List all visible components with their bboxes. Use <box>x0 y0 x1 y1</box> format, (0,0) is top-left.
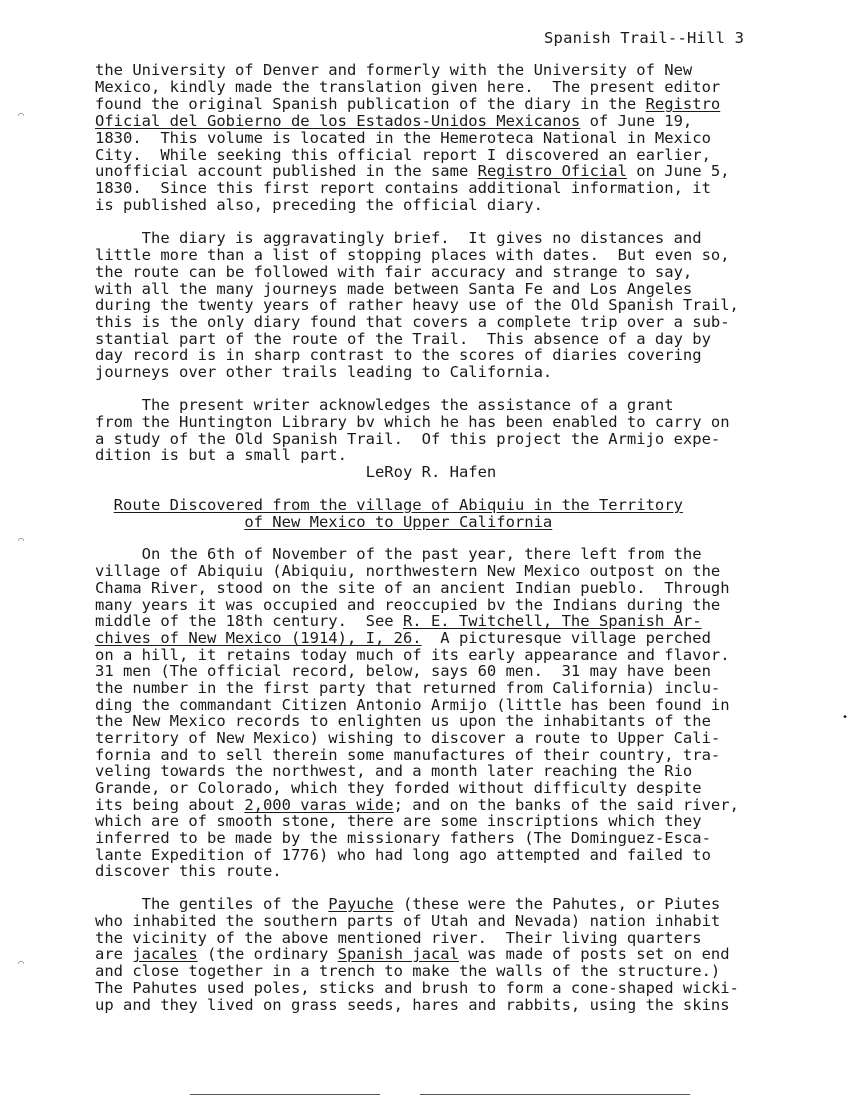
underlined-text: Registro <box>645 95 721 113</box>
text-segment: Grande, or Colorado, which they forded without difficulty despite <box>95 779 702 797</box>
text-line <box>95 763 692 780</box>
text-line <box>95 580 730 597</box>
text-line <box>95 247 730 264</box>
text-line <box>95 414 730 431</box>
text-segment <box>95 513 244 531</box>
text-segment: On the 6th of November of the past year, there left from the <box>95 545 702 563</box>
text-line <box>95 680 720 697</box>
margin-mark: ⌒ <box>18 535 25 546</box>
underlined-text: chives of New Mexico (1914), I, 26. <box>95 629 422 647</box>
text-line <box>95 713 711 730</box>
text-segment: 1830. This volume is located in the Hemeroteca National in Mexico <box>95 129 711 147</box>
text-segment: Chama River, stood on the site of an ancient Indian pueblo. Through <box>95 579 730 597</box>
text-line <box>95 163 730 180</box>
text-segment: on June 5, <box>626 162 730 180</box>
text-segment: the University of Denver and formerly with the University of New <box>95 61 693 79</box>
text-line <box>95 297 739 314</box>
text-line <box>95 546 702 563</box>
text-segment: was made of posts set on end <box>458 945 730 963</box>
text-segment: inferred to be made by the missionary fathers (The Dominguez-Esca- <box>95 829 711 847</box>
text-segment: and close together in a trench to make the walls of the structure.) <box>95 962 721 980</box>
text-segment: The Pahutes used poles, sticks and brush to form a cone-shaped wicki- <box>95 979 739 997</box>
text-segment: journeys over other trails leading to California. <box>95 363 553 381</box>
text-line <box>95 364 552 381</box>
text-line <box>95 397 674 414</box>
text-line <box>95 62 692 79</box>
text-segment: of June 19, <box>580 112 693 130</box>
underlined-text: 2,000 varas wide <box>244 796 394 814</box>
text-segment: are <box>95 945 133 963</box>
text-segment: up and they lived on grass seeds, hares and rabbits, using the skins <box>95 996 730 1014</box>
text-line <box>95 896 720 913</box>
text-line <box>95 264 692 281</box>
text-segment: ding the commandant Citizen Antonio Armijo (little has been found in <box>95 696 730 714</box>
margin-dot: • <box>842 712 849 723</box>
bottom-rule <box>420 1094 690 1095</box>
text-segment: is published also, preceding the official diary. <box>95 196 543 214</box>
text-segment: City. While seeking this official report I discovered an earlier, <box>95 146 711 164</box>
text-segment: the New Mexico records to enlighten us upon the inhabitants of the <box>95 712 711 730</box>
text-segment: The present writer acknowledges the assistance of a grant <box>95 396 674 414</box>
text-segment: with all the many journeys made between Santa Fe and Los Angeles <box>95 280 693 298</box>
text-segment: this is the only diary found that covers a complete trip over a sub- <box>95 313 730 331</box>
text-segment: stantial part of the route of the Trail. This absence of a day by <box>95 330 711 348</box>
text-line <box>95 630 711 647</box>
text-line <box>95 913 720 930</box>
text-segment: 1830. Since this first report contains additional information, it <box>95 179 711 197</box>
text-segment: Mexico, kindly made the translation given here. The present editor <box>95 78 721 96</box>
text-segment: many years it was occupied and reoccupied bv the Indians during the <box>95 596 721 614</box>
text-segment: dition is but a small part. <box>95 446 347 464</box>
text-segment: 31 men (The official record, below, says 60 men. 31 may have been <box>95 662 711 680</box>
text-segment: territory of New Mexico) wishing to discover a route to Upper Cali- <box>95 729 721 747</box>
text-line <box>95 96 720 113</box>
text-segment: during the twenty years of rather heavy use of the Old Spanish Trail, <box>95 296 739 314</box>
bottom-rule <box>190 1094 380 1095</box>
text-segment: (these were the Pahutes, or Piutes <box>393 895 721 913</box>
text-segment: who inhabited the southern parts of Utah and Nevada) nation inhabit <box>95 912 721 930</box>
margin-mark: ⌒ <box>18 110 25 121</box>
text-line <box>95 830 711 847</box>
underlined-text: Payuche <box>328 895 394 913</box>
text-segment: day record is in sharp contrast to the scores of diaries covering <box>95 346 702 364</box>
text-segment: ; and on the banks of the said river, <box>393 796 739 814</box>
text-segment <box>95 496 114 514</box>
text-segment: discover this route. <box>95 862 282 880</box>
text-line <box>95 79 720 96</box>
text-line <box>95 663 711 680</box>
text-line <box>95 980 739 997</box>
text-line <box>95 347 702 364</box>
text-segment: village of Abiquiu (Abiquiu, northwestern New Mexico outpost on the <box>95 562 721 580</box>
text-line <box>95 963 720 980</box>
text-line <box>95 946 730 963</box>
text-segment: the route can be followed with fair accuracy and strange to say, <box>95 263 693 281</box>
text-segment: the vicinity of the above mentioned river. Their living quarters <box>95 929 702 947</box>
text-segment: The gentiles of the <box>95 895 329 913</box>
text-line <box>95 613 702 630</box>
underlined-text: Route Discovered from the village of Abiquiu in the Territory <box>113 496 683 514</box>
margin-mark: ⌒ <box>18 958 25 969</box>
text-segment: The diary is aggravatingly brief. It gives no distances and <box>95 229 702 247</box>
underlined-text: of New Mexico to Upper California <box>244 513 553 531</box>
text-segment: which are of smooth stone, there are some inscriptions which they <box>95 812 702 830</box>
text-line <box>95 997 730 1014</box>
text-segment: from the Huntington Library bv which he has been enabled to carry on <box>95 413 730 431</box>
text-line <box>95 497 683 514</box>
text-segment: veling towards the northwest, and a month later reaching the Rio <box>95 762 693 780</box>
text-segment: a study of the Old Spanish Trail. Of this project the Armijo expe- <box>95 430 721 448</box>
text-segment: little more than a list of stopping places with dates. But even so, <box>95 246 730 264</box>
text-segment: found the original Spanish publication of the diary in the <box>95 95 646 113</box>
text-line <box>95 464 496 481</box>
page-header: Spanish Trail--Hill 3 <box>544 29 745 47</box>
text-segment: on a hill, it retains today much of its early appearance and flavor. <box>95 646 730 664</box>
text-segment: A picturesque village perched <box>421 629 711 647</box>
text-segment: fornia and to sell therein some manufactures of their country, tra- <box>95 746 721 764</box>
text-line <box>95 314 730 331</box>
text-segment: LeRoy R. Hafen <box>95 463 497 481</box>
text-line <box>95 447 347 464</box>
underlined-text: Oficial del Gobierno de los Estados-Unidos Mexicanos <box>95 112 581 130</box>
text-line <box>95 197 543 214</box>
text-line <box>95 180 711 197</box>
text-segment: its being about <box>95 796 245 814</box>
text-line <box>95 514 552 531</box>
text-line <box>95 730 720 747</box>
text-line <box>95 230 702 247</box>
text-segment: unofficial account published in the same <box>95 162 478 180</box>
underlined-text: R. E. Twitchell, The Spanish Ar- <box>402 612 702 630</box>
text-line <box>95 863 282 880</box>
underlined-text: Spanish jacal <box>337 945 459 963</box>
text-segment: lante Expedition of 1776) who had long ago attempted and failed to <box>95 846 711 864</box>
text-segment: the number in the first party that returned from California) inclu- <box>95 679 721 697</box>
text-line <box>95 130 711 147</box>
text-line <box>95 813 702 830</box>
text-line <box>95 563 720 580</box>
text-segment: middle of the 18th century. See <box>95 612 403 630</box>
text-line <box>95 780 702 797</box>
underlined-text: Registro Oficial <box>477 162 627 180</box>
text-segment: (the ordinary <box>197 945 338 963</box>
underlined-text: jacales <box>132 945 198 963</box>
text-line <box>95 113 692 130</box>
